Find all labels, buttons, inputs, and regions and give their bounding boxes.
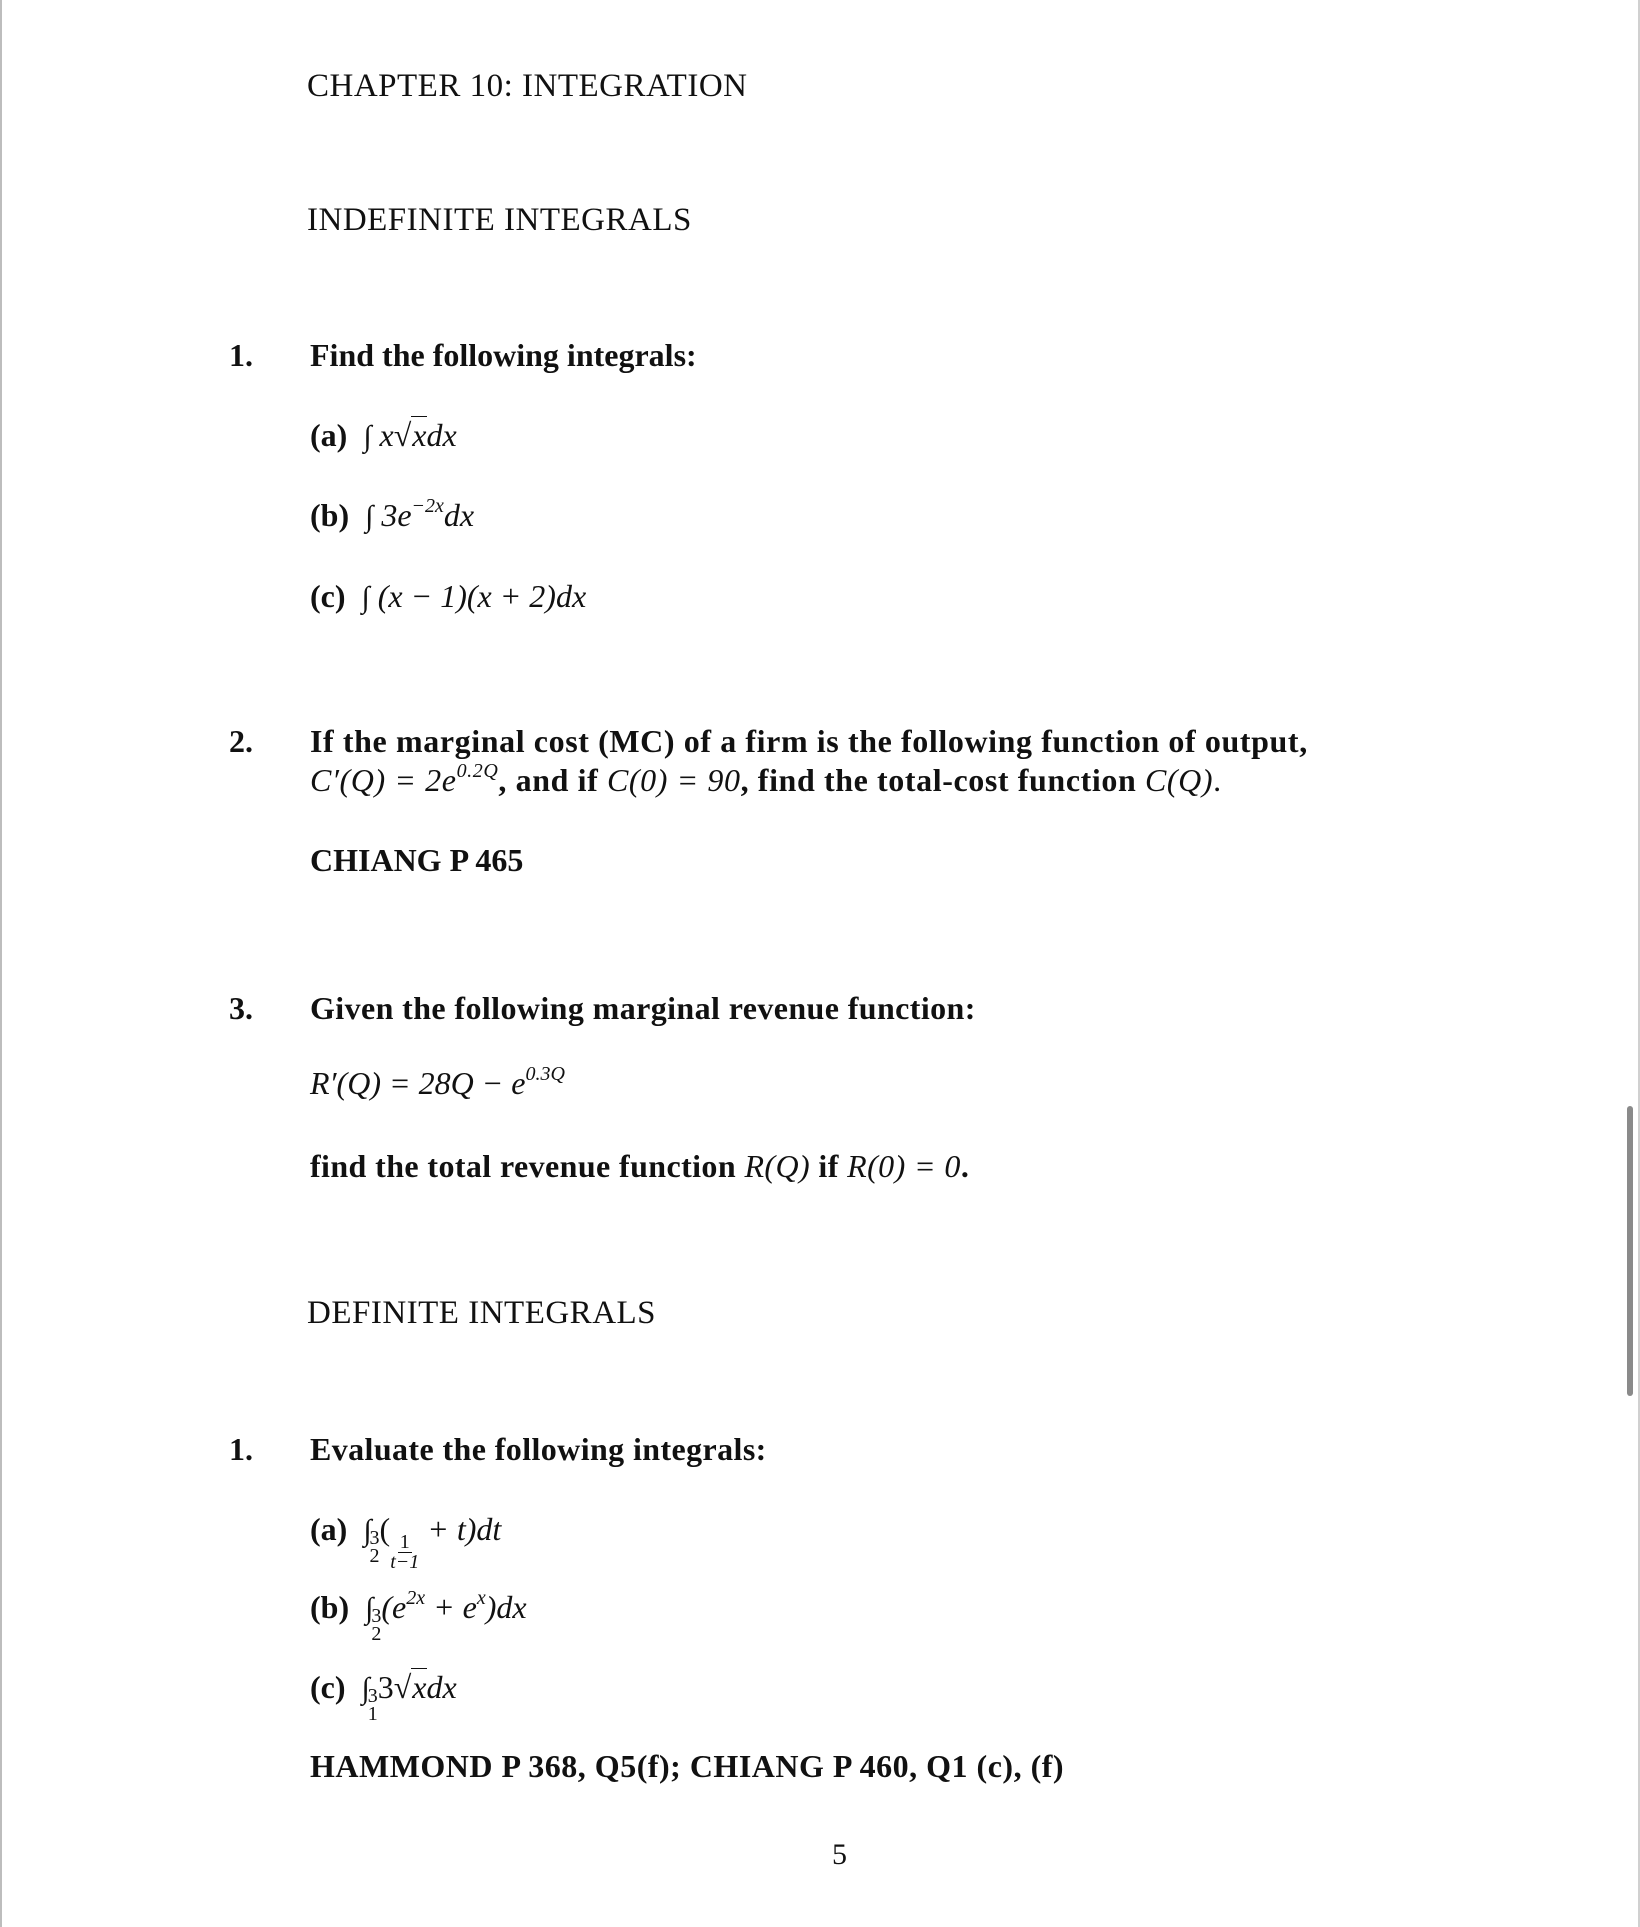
text: , find the total-cost function: [740, 762, 1145, 798]
equation: C′(Q) = 2e: [310, 762, 457, 798]
definite-integral-part-b: [310, 1587, 527, 1643]
integral-part-c: [310, 576, 586, 618]
part-label: (c): [310, 578, 346, 614]
text: find the total revenue function: [310, 1148, 745, 1184]
period: .: [960, 1148, 970, 1184]
coefficient: 3: [377, 1669, 394, 1705]
expr: (e: [381, 1589, 407, 1625]
paren: (: [379, 1511, 391, 1547]
page-left-border: [0, 0, 2, 1927]
equation-lhs: R′(Q) = 28Q − e: [310, 1065, 526, 1101]
question-number: 2.: [229, 723, 253, 759]
definite-integral-part-c: (c) ∫ 3 1 3√xdx: [310, 1669, 457, 1725]
section-heading-indefinite: INDEFINITE INTEGRALS: [307, 202, 692, 238]
integral-sign: ∫: [365, 1592, 374, 1625]
chapter-title: CHAPTER 10: INTEGRATION: [307, 68, 748, 104]
integral-sign: ∫: [363, 1514, 372, 1547]
numerator: 1: [399, 1531, 410, 1553]
denominator: t−1: [390, 1551, 420, 1573]
question-text-line2: [310, 760, 1222, 800]
differential: dx: [426, 417, 457, 453]
upper-limit: 3: [367, 1685, 378, 1707]
condition: R(0) = 0: [847, 1148, 961, 1184]
question-number: 1.: [229, 1431, 253, 1467]
expr: )dx: [485, 1589, 527, 1625]
exponent: −2x: [411, 495, 444, 517]
integral-sign: ∫: [363, 420, 372, 453]
reference: HAMMOND P 368, Q5(f); CHIANG P 460, Q1 (c), (f): [310, 1748, 1065, 1784]
upper-limit: 3: [369, 1527, 380, 1549]
section-heading-definite: DEFINITE INTEGRALS: [307, 1295, 657, 1331]
expr: 3e: [381, 497, 412, 533]
exponent: 2x: [406, 1587, 426, 1609]
target-function: C(Q): [1144, 762, 1214, 798]
question-prompt: Evaluate the following integrals:: [310, 1431, 767, 1467]
text: if: [810, 1148, 848, 1184]
integral-sign: ∫: [361, 1672, 370, 1705]
lower-limit: 1: [367, 1703, 378, 1725]
integral-part-b: [310, 495, 474, 537]
lower-limit: 2: [369, 1545, 380, 1567]
part-label: (a): [310, 1511, 348, 1547]
part-label: (a): [310, 417, 348, 453]
differential: dx: [426, 1669, 457, 1705]
part-label: (b): [310, 497, 350, 533]
expr: (x − 1)(x + 2)dx: [377, 578, 587, 614]
part-label: (c): [310, 1669, 346, 1705]
question-prompt: Given the following marginal revenue function:: [310, 990, 976, 1026]
question-number: 3.: [229, 990, 253, 1026]
expr: + t)dt: [419, 1511, 502, 1547]
exponent: 0.3Q: [525, 1063, 565, 1085]
question-number: 1.: [229, 337, 253, 373]
differential: dx: [443, 497, 475, 533]
reference: CHIANG P 465: [310, 842, 524, 878]
exponent: 0.2Q: [456, 760, 499, 782]
sqrt-arg: x: [412, 1669, 427, 1705]
expr: x: [379, 417, 394, 453]
target-function: R(Q): [744, 1148, 811, 1184]
question-text: [310, 1146, 969, 1186]
period: .: [1213, 762, 1222, 798]
lower-limit: 2: [371, 1623, 382, 1645]
condition: C(0) = 90: [606, 762, 741, 798]
scrollbar[interactable]: [1627, 1106, 1633, 1396]
integral-sign: ∫: [365, 500, 374, 533]
exponent: x: [476, 1587, 486, 1609]
page-number: 5: [832, 1838, 847, 1871]
question-prompt: Find the following integrals:: [310, 337, 697, 373]
text: , and if: [498, 762, 607, 798]
part-label: (b): [310, 1589, 350, 1625]
integral-part-a: (a) ∫ x√xdx: [310, 417, 457, 453]
definite-integral-part-a: [310, 1509, 501, 1572]
sqrt-arg: x: [412, 417, 427, 453]
expr: + e: [425, 1589, 477, 1625]
equation: [310, 1063, 565, 1103]
upper-limit: 3: [371, 1605, 382, 1627]
integral-sign: ∫: [361, 581, 370, 614]
question-text-line1: If the marginal cost (MC) of a firm is the following function of output,: [310, 723, 1308, 759]
